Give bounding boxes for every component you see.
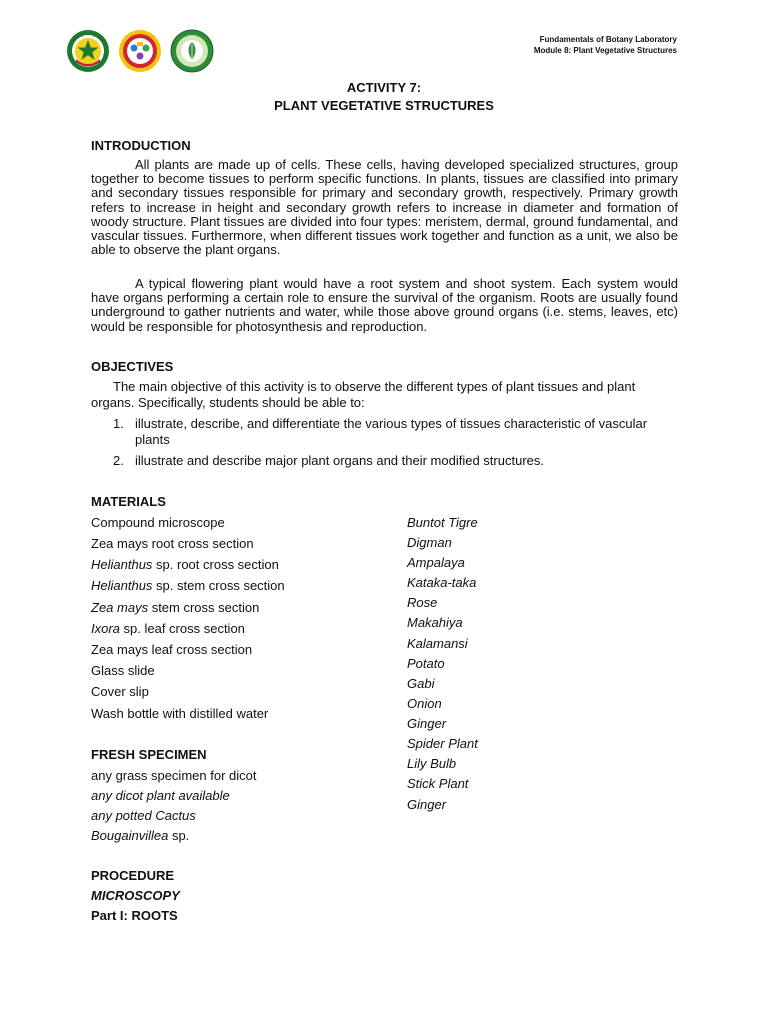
objectives-heading: OBJECTIVES (91, 359, 174, 374)
objectives-intro: The main objective of this activity is to observe the different types of plant tissues and plant organs. Specifically, students should be able to: (91, 379, 636, 410)
list-item: Kataka-taka (407, 575, 477, 590)
module-title: Module 8: Plant Vegetative Structures (533, 46, 677, 55)
list-item: 1. illustrate, describe, and differentiate the various types of tissues characteristic of vascular plants (113, 416, 648, 447)
list-item: Glass slide (91, 663, 155, 678)
university-seal-icon (66, 29, 110, 73)
activity-number: ACTIVITY 7: (346, 80, 422, 95)
list-item: Zea mays stem cross section (91, 600, 260, 615)
list-item: Digman (407, 535, 452, 550)
list-item: 2. illustrate and describe major plant organs and their modified structures. (113, 453, 544, 468)
college-seal-icon (118, 29, 162, 73)
list-item: Ginger (407, 716, 447, 731)
microscopy-subheading: MICROSCOPY (91, 888, 180, 903)
list-item: Makahiya (407, 615, 463, 630)
introduction-paragraph-1: All plants are made up of cells. These cells, having developed specialized structures, group together to become tissues to perform specific functions. In plants, tissues are classified into primary and secondary tissues responsible for primary and secondary growth, respectively. Primary growth refers to increase in height and secondary growth refers to increase in diameter and formation of woody structure. Plant tissues are divided into four types: meristem, dermal, ground fundamental, and vascular tissues. Furthermore, when different tissues work together and function as a unit, we also be able to observe the plant organs. (91, 157, 678, 258)
list-item: any dicot plant available (91, 788, 230, 803)
list-item: Stick Plant (407, 776, 469, 791)
introduction-paragraph-2: A typical flowering plant would have a root system and shoot system. Each system would have organs performing a certain role to ensure the survival of the organism. Roots are usually found underground to gather nutrients and water, while those above ground organs (i.e. stems, leaves, etc) would be responsible for photosynthesis and reproduction. (91, 276, 678, 334)
list-item: Ixora sp. leaf cross section (91, 621, 245, 636)
lab-title: Fundamentals of Botany Laboratory (539, 35, 677, 44)
header-text (534, 34, 677, 56)
part-1-roots-heading: Part I: ROOTS (91, 908, 178, 923)
fresh-specimen-heading: FRESH SPECIMEN (91, 747, 207, 762)
list-item: Gabi (407, 676, 435, 691)
introduction-heading: INTRODUCTION (91, 138, 191, 153)
list-item: Potato (407, 656, 445, 671)
list-item: Bougainvillea sp. (91, 828, 190, 843)
list-item: Cover slip (91, 684, 149, 699)
objectives-list (91, 416, 681, 469)
list-item: Zea mays leaf cross section (91, 642, 253, 657)
list-item: Spider Plant (407, 736, 478, 751)
list-item: Onion (407, 696, 442, 711)
list-item: Helianthus sp. stem cross section (91, 578, 285, 593)
list-item: any potted Cactus (91, 808, 196, 823)
list-item: Wash bottle with distilled water (91, 706, 269, 721)
activity-title: PLANT VEGETATIVE STRUCTURES (274, 98, 494, 113)
list-item: Kalamansi (407, 636, 468, 651)
department-seal-icon (170, 29, 214, 73)
list-item: Buntot Tigre (407, 515, 478, 530)
materials-heading: MATERIALS (91, 494, 166, 509)
list-item: Compound microscope (91, 515, 225, 530)
list-item: Ginger (407, 797, 447, 812)
procedure-heading: PROCEDURE (91, 868, 175, 883)
list-item: Helianthus sp. root cross section (91, 557, 279, 572)
list-item: Zea mays root cross section (91, 536, 254, 551)
list-item: any grass specimen for dicot (91, 768, 257, 783)
list-item: Ampalaya (407, 555, 465, 570)
list-item: Lily Bulb (407, 756, 457, 771)
list-item: Rose (407, 595, 438, 610)
header-logos (66, 29, 214, 73)
